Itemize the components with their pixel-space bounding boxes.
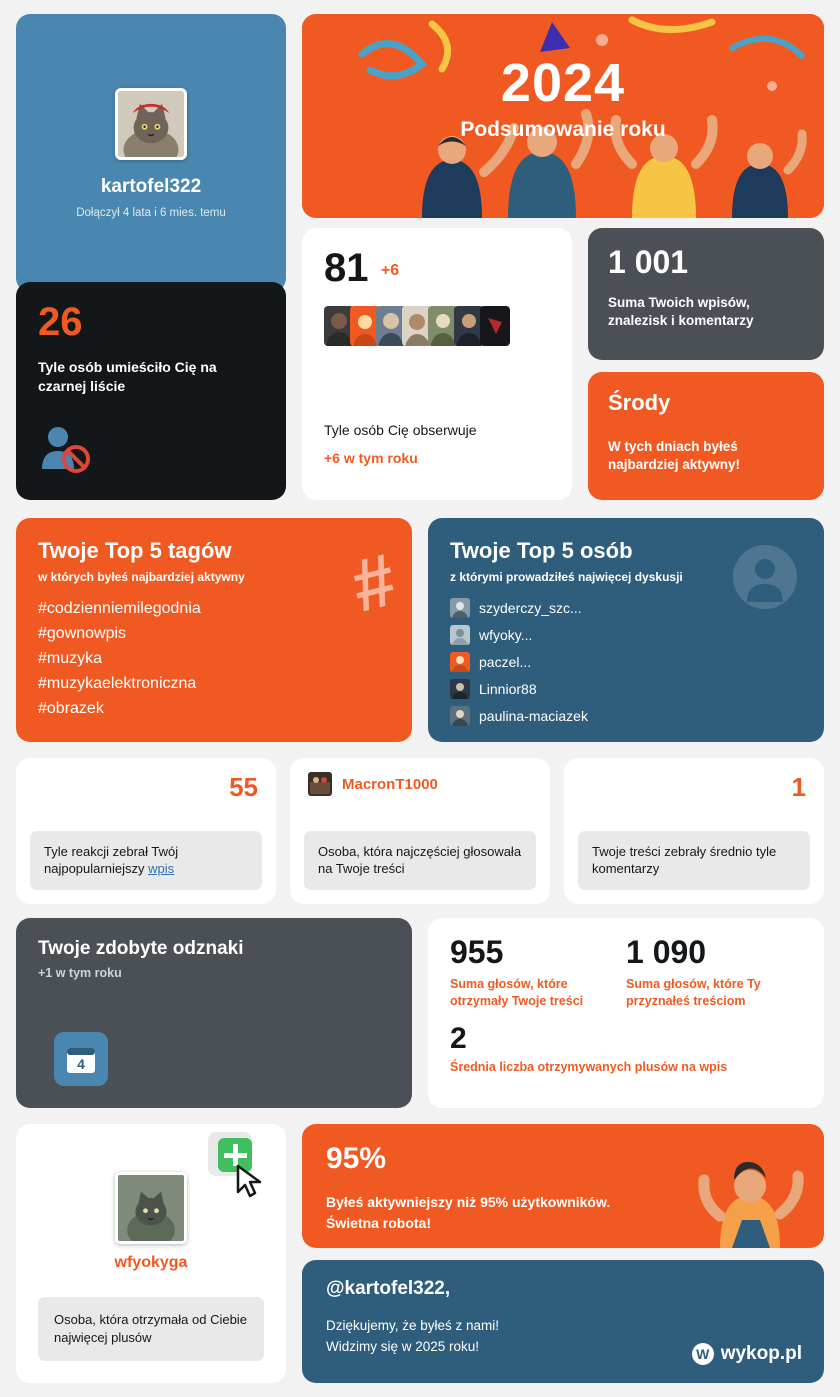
- wykop-logo-mark: W: [692, 1343, 714, 1365]
- avatar: [450, 679, 470, 699]
- person-illustration-icon: [654, 1124, 824, 1248]
- top-reaction-count: 55: [229, 772, 258, 802]
- list-item-label: Linnior88: [479, 681, 537, 697]
- votes-given-value: 1 090: [626, 934, 707, 970]
- avatar: [115, 88, 187, 160]
- top-people-list: [450, 598, 802, 726]
- top-voter-name: MacronT1000: [342, 775, 438, 793]
- top-people-subtitle: z którymi prowadziłeś najwięcej dyskusji: [450, 570, 683, 584]
- votes-average-value: 2: [450, 1021, 467, 1055]
- best-day-description: W tych dniach byłeś najbardziej aktywny!: [608, 439, 741, 473]
- list-item-label: wfyoky...: [479, 627, 533, 643]
- list-item[interactable]: [450, 679, 802, 699]
- blacklist-description: Tyle osób umieściło Cię na czarnej liście: [38, 359, 217, 394]
- avg-comments-description: Twoje treści zebrały średnio tyle komentarzy: [578, 831, 810, 890]
- votes-received-label: Suma głosów, które otrzymały Twoje treści: [450, 977, 584, 1008]
- followers-card: [302, 228, 572, 500]
- followers-caption: Tyle osób Cię obserwuje: [324, 422, 477, 438]
- top-voter-user[interactable]: [308, 772, 438, 796]
- top-tags-list: [38, 600, 390, 718]
- hero-year: 2024: [500, 53, 626, 113]
- top-tags-title: Twoje Top 5 tagów: [38, 538, 232, 563]
- profile-joined: Dołączył 4 lata i 6 mies. temu: [76, 206, 226, 219]
- list-item-label: szyderczy_szc...: [479, 600, 582, 616]
- avatar: [450, 598, 470, 618]
- thanks-card: [302, 1260, 824, 1383]
- avatar: [115, 1172, 187, 1244]
- top-voter-header: [290, 758, 550, 796]
- votes-average-label: Średnia liczba otrzymywanych plusów na wpis: [450, 1059, 728, 1074]
- profile-nick: kartofel322: [100, 175, 202, 197]
- profile-card: [16, 14, 286, 292]
- list-item-label: paulina-maciazek: [479, 708, 588, 724]
- best-day-card: [588, 372, 824, 500]
- list-item[interactable]: [450, 625, 802, 645]
- list-item[interactable]: #codzienniemilegodnia: [38, 600, 201, 617]
- best-day-value: Środy: [608, 390, 671, 415]
- avatar: [308, 772, 332, 796]
- votes-given: [626, 936, 802, 1010]
- list-item[interactable]: #muzykaelektroniczna: [38, 675, 197, 692]
- list-item[interactable]: [450, 706, 802, 726]
- votes-given-label: Suma głosów, które Ty przyznałeś treściom: [626, 977, 761, 1008]
- svg-text:4: 4: [77, 1056, 85, 1072]
- top-tags-subtitle: w których byłeś najbardziej aktywny: [38, 570, 245, 584]
- activity-percentile-card: [302, 1124, 824, 1248]
- hero-subtitle: Podsumowanie roku: [460, 118, 666, 141]
- blocked-user-icon: [38, 425, 94, 478]
- top-reaction-header: [16, 758, 276, 803]
- wykop-logo[interactable]: [692, 1343, 802, 1365]
- thanks-line-1: Dziękujemy, że byłeś z nami!: [326, 1318, 500, 1333]
- hash-icon: #: [343, 537, 404, 628]
- plus-cursor-icon: [202, 1130, 272, 1205]
- blacklist-count: 26: [38, 300, 83, 344]
- badges-card: [16, 918, 412, 1108]
- top-voter-card: [290, 758, 550, 904]
- avatar: [450, 652, 470, 672]
- top-reaction-card: [16, 758, 276, 904]
- thanks-handle: @kartofel322,: [326, 1278, 451, 1299]
- calendar-badge-icon[interactable]: [54, 1032, 108, 1086]
- total-posts-card: [588, 228, 824, 360]
- votes-average: [450, 1021, 802, 1074]
- most-plussed-user-card: [16, 1124, 286, 1383]
- wykop-logo-text: wykop.pl: [720, 1343, 802, 1364]
- followers-count: 81: [324, 246, 369, 290]
- votes-received-value: 955: [450, 934, 504, 970]
- top-voter-description: Osoba, która najczęściej głosowała na Twoje treści: [304, 831, 536, 890]
- avatar: [450, 625, 470, 645]
- votes-received: [450, 936, 626, 1010]
- total-posts-count: 1 001: [608, 244, 689, 280]
- percentile-line-1: Byłeś aktywniejszy niż 95% użytkowników.: [326, 1194, 611, 1210]
- blacklist-card: [16, 282, 286, 500]
- thanks-line-2: Widzimy się w 2025 roku!: [326, 1338, 480, 1354]
- description-text: Tyle reakcji zebrał Twój najpopularniejszy: [44, 843, 179, 877]
- confetti-illustration-icon: [302, 14, 824, 218]
- activity-percentile-value: 95%: [326, 1142, 387, 1175]
- top-reaction-description: [30, 831, 262, 890]
- avg-comments-header: [564, 758, 824, 803]
- most-plussed-user-description: Osoba, która otrzymała od Ciebie najwięcej plusów: [38, 1297, 264, 1361]
- followers-delta: +6: [380, 262, 400, 279]
- list-item[interactable]: #obrazek: [38, 700, 104, 717]
- list-item[interactable]: [450, 652, 802, 672]
- followers-avatars: [324, 306, 550, 346]
- hero-illustration: [302, 14, 824, 218]
- votes-card: [428, 918, 824, 1108]
- badges-subtitle: +1 w tym roku: [38, 966, 122, 980]
- cat-avatar-icon: [118, 1175, 184, 1241]
- list-item[interactable]: #gownowpis: [38, 625, 127, 642]
- badges-title: Twoje zdobyte odznaki: [38, 938, 244, 959]
- top-people-title: Twoje Top 5 osób: [450, 538, 633, 563]
- top-tags-card: [16, 518, 412, 742]
- list-item[interactable]: #muzyka: [38, 650, 103, 667]
- total-posts-description: Suma Twoich wpisów, znalezisk i komentarzy: [608, 295, 754, 329]
- avg-comments-count: 1: [791, 772, 806, 802]
- followers-caption-delta: +6 w tym roku: [324, 450, 418, 466]
- avatar: [480, 306, 510, 346]
- user-silhouette-icon: [732, 544, 798, 615]
- avatar: [450, 706, 470, 726]
- hero-banner: [302, 14, 824, 218]
- votes-top-row: [450, 936, 802, 1010]
- list-item-label: paczel...: [479, 654, 532, 670]
- most-plussed-user-name: wfyokyga: [114, 1254, 188, 1271]
- avg-comments-card: [564, 758, 824, 904]
- top-people-card: [428, 518, 824, 742]
- cat-avatar-icon: [118, 91, 184, 157]
- percentile-line-2: Świetna robota!: [326, 1215, 432, 1231]
- post-link[interactable]: wpis: [148, 861, 175, 877]
